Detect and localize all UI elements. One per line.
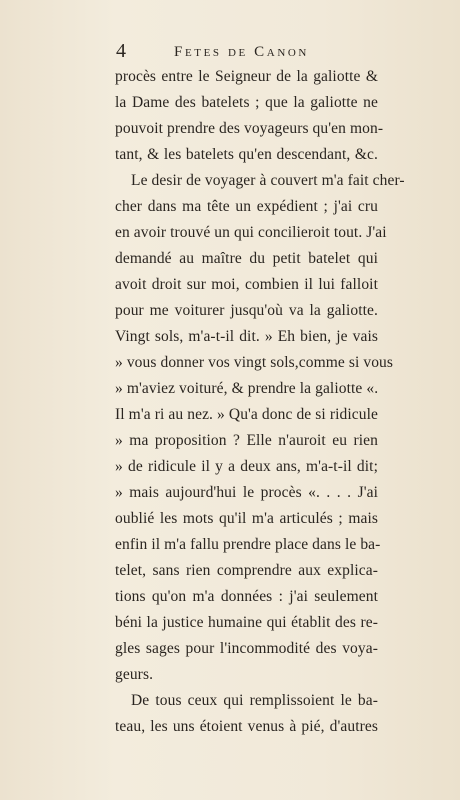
text-line: oublié les mots qu'il m'a articulés ; mais [115,510,378,527]
text-line: telet, sans rien comprendre aux explica- [115,562,378,579]
text-line: béni la justice humaine qui établit des re- [115,614,378,631]
text-line: tant, & les batelets qu'en descendant, &c. [115,146,378,163]
text-line: » mais aujourd'hui le procès «. . . . J'ai [115,484,378,501]
running-head: Fetes de Canon [174,44,309,60]
text-line: » m'aviez voituré, & prendre la galiotte «. [115,380,379,397]
text-line: » vous donner vos vingt sols,comme si vous [115,354,394,371]
text-line: cher dans ma tête un expédient ; j'ai cru [115,198,378,215]
text-line: enfin il m'a fallu prendre place dans le ba- [115,536,381,553]
paragraph-start-line: Le desir de voyager à couvert m'a fait cher- [131,172,405,189]
text-line: procès entre le Seigneur de la galiotte & [115,68,378,85]
text-line: demandé au maître du petit batelet qui [115,250,378,267]
text-line: la Dame des batelets ; que la galiotte ne [115,94,378,111]
text-line: » ma proposition ? Elle n'auroit eu rien [115,432,378,449]
paragraph-start-line: De tous ceux qui remplissoient le ba- [131,692,378,709]
text-line: teau, les uns étoient venus à pié, d'autres [115,718,378,735]
text-line: » de ridicule il y a deux ans, m'a-t-il dit; [115,458,378,475]
text-line: en avoir trouvé un qui concilieroit tout. J'ai [115,224,387,241]
text-line: pouvoit prendre des voyageurs qu'en mon- [115,120,384,137]
text-line: Vingt sols, m'a-t-il dit. » Eh bien, je vais [115,328,378,345]
text-line: gles sages pour l'incommodité des voya- [115,640,378,657]
page-number: 4 [116,40,126,62]
text-line: Il m'a ri au nez. » Qu'a donc de si ridicule [115,406,378,423]
body-text [115,64,405,740]
text-line: tions qu'on m'a données : j'ai seulement [115,588,378,605]
text-line: avoit droit sur moi, combien il lui falloit [115,276,378,293]
paragraph-end-line: geurs. [115,666,154,683]
text-line: pour me voiturer jusqu'où va la galiotte. [115,302,378,319]
